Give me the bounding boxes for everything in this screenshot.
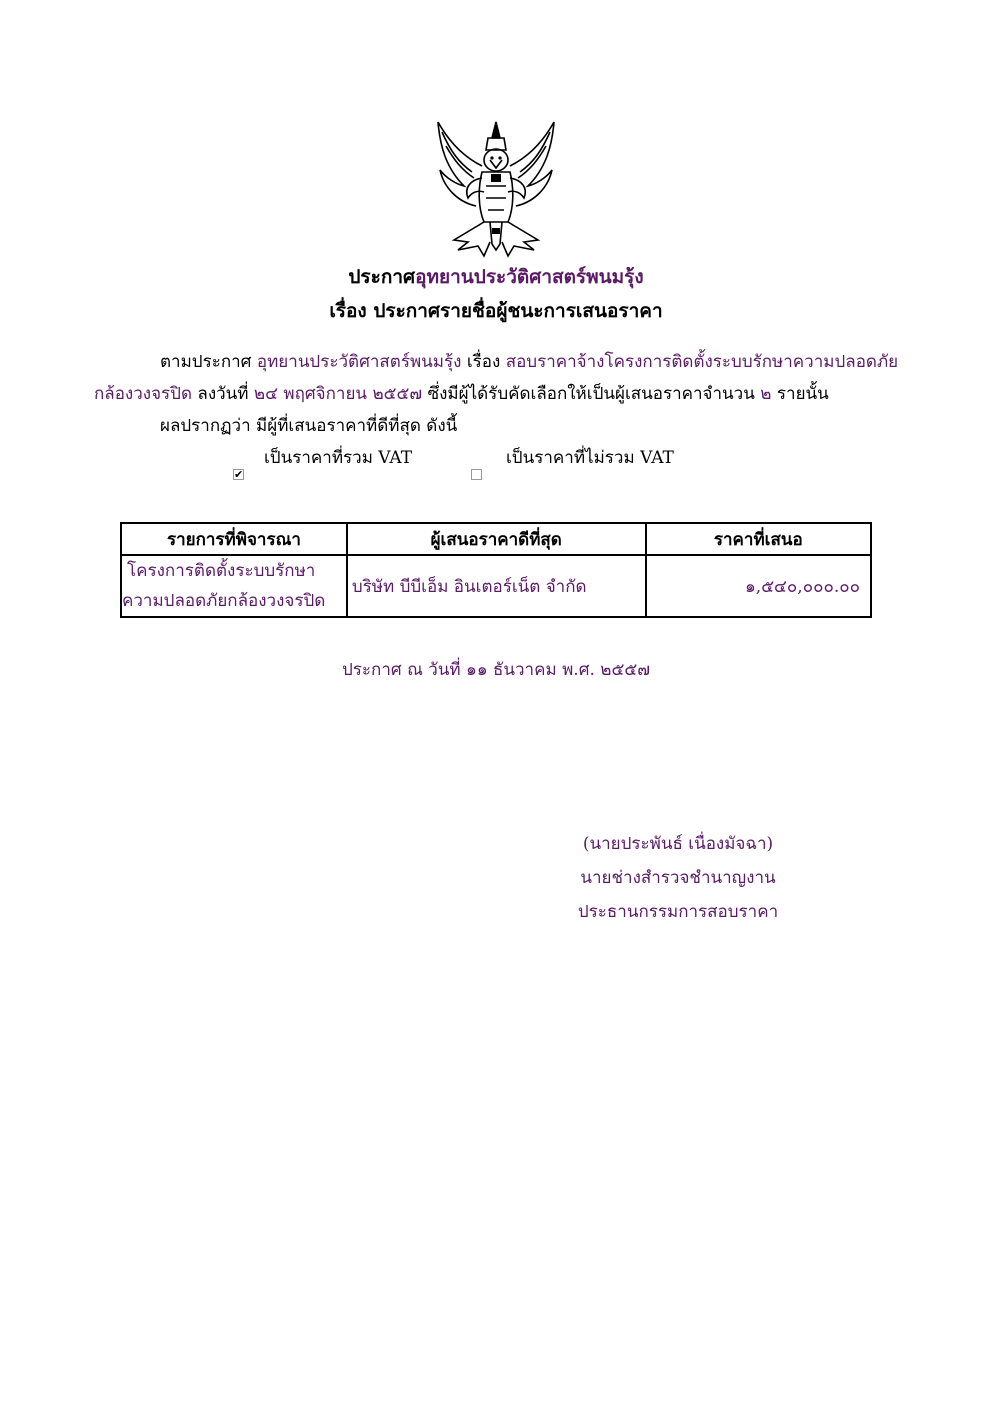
item-line: ความปลอดภัยกล้องวงจรปิด bbox=[122, 591, 326, 611]
subject-line: เรื่อง ประกาศรายชื่อผู้ชนะการเสนอราคา bbox=[329, 300, 663, 322]
body-line-3: ผลปรากฏว่า มีผู้ที่เสนอราคาที่ดีที่สุด ดังนี้ bbox=[160, 416, 458, 436]
body-date: ๒๔ พฤศจิกายน ๒๕๕๗ bbox=[253, 384, 423, 404]
body-project: สอบราคาจ้างโครงการติดตั้งระบบรักษาความปลอดภัย bbox=[505, 352, 899, 372]
signature-position: นายช่างสำรวจชำนาญงาน bbox=[580, 868, 776, 888]
body-agency: อุทยานประวัติศาสตร์พนมรุ้ง bbox=[256, 352, 462, 372]
body-text: รายนั้น bbox=[771, 384, 829, 404]
award-table bbox=[120, 522, 872, 618]
item-cell bbox=[121, 555, 347, 617]
title-prefix: ประกาศ bbox=[348, 266, 416, 288]
header-supplier: ผู้เสนอราคาดีที่สุด bbox=[347, 523, 646, 555]
body-line-2 bbox=[94, 380, 829, 407]
body-text: เรื่อง bbox=[461, 352, 506, 372]
vat-include-checkbox[interactable] bbox=[233, 469, 244, 480]
body-text: ตามประกาศ bbox=[160, 352, 257, 372]
item-line: โครงการติดตั้งระบบรักษา bbox=[127, 561, 316, 581]
checkmark-icon: ✔ bbox=[234, 468, 244, 481]
vat-exclude-checkbox[interactable] bbox=[471, 469, 482, 480]
announce-date: ประกาศ ณ วันที่ ๑๑ ธันวาคม พ.ศ. ๒๕๕๗ bbox=[341, 660, 651, 680]
title-agency: อุทยานประวัติศาสตร์พนมรุ้ง bbox=[415, 266, 644, 288]
table-row bbox=[121, 555, 871, 617]
vat-include-label: เป็นราคาที่รวม VAT bbox=[264, 448, 413, 468]
garuda-emblem-icon bbox=[428, 116, 564, 260]
signature-name: (นายประพันธ์ เนื่องมัจฉา) bbox=[582, 834, 774, 854]
header-item: รายการที่พิจารณา bbox=[121, 523, 347, 555]
price-cell: ๑,๕๔๐,๐๐๐.๐๐ bbox=[646, 555, 871, 617]
table-header-row bbox=[121, 523, 871, 555]
header-price: ราคาที่เสนอ bbox=[646, 523, 871, 555]
body-project: กล้องวงจรปิด bbox=[94, 384, 192, 404]
signature-role: ประธานกรรมการสอบราคา bbox=[577, 902, 779, 922]
body-text: ลงวันที่ bbox=[192, 384, 254, 404]
body-count: ๒ bbox=[760, 384, 772, 404]
body-line-1 bbox=[160, 348, 898, 375]
vat-exclude-label: เป็นราคาที่ไม่รวม VAT bbox=[506, 448, 674, 468]
body-text: ซึ่งมีผู้ได้รับคัดเลือกให้เป็นผู้เสนอราคาจำนวน bbox=[422, 384, 761, 404]
supplier-cell: บริษัท บีบีเอ็ม อินเตอร์เน็ต จำกัด bbox=[347, 555, 646, 617]
announcement-title bbox=[0, 262, 992, 292]
